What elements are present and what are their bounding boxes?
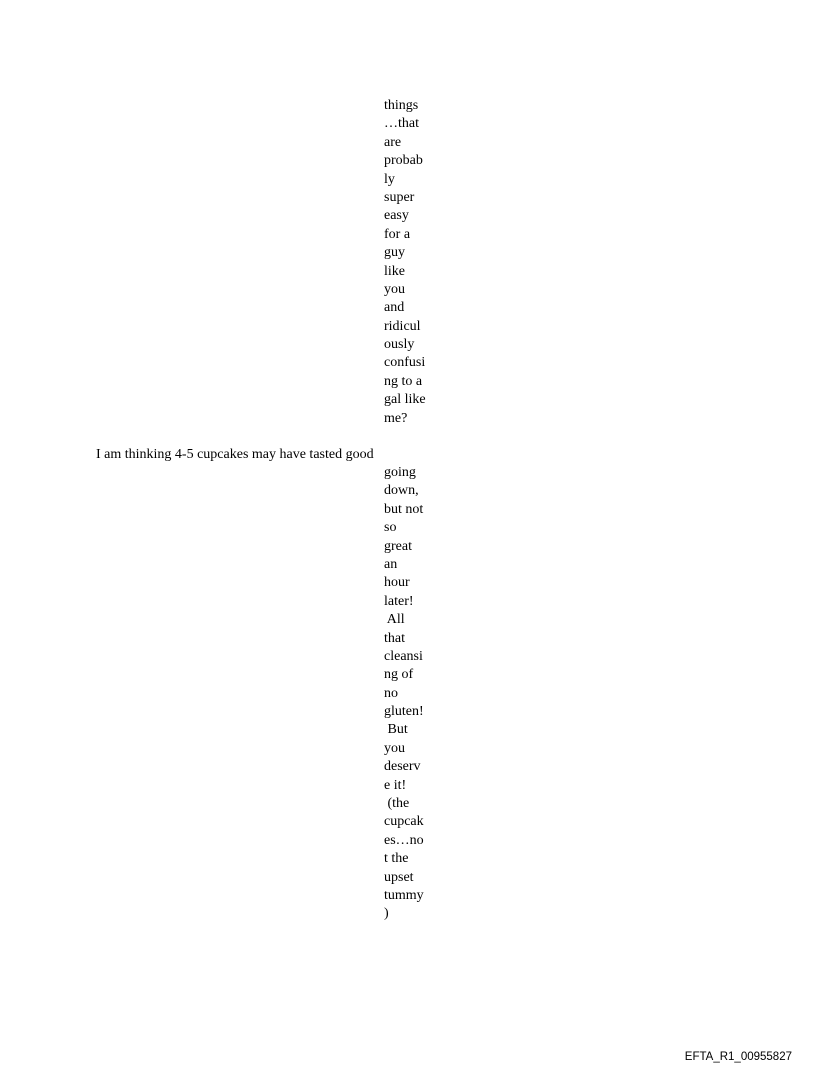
- body-text-line: I am thinking 4-5 cupcakes may have tasted good: [96, 447, 374, 462]
- text-line: for a: [384, 226, 411, 242]
- text-line: and: [384, 300, 405, 316]
- text-line: guy: [384, 245, 405, 261]
- text-line: so: [384, 520, 397, 536]
- text-line: things: [384, 98, 419, 113]
- text-line: upset: [384, 869, 414, 885]
- text-line: e it!: [384, 777, 407, 793]
- text-line: like: [384, 263, 405, 279]
- text-line: ): [384, 906, 389, 922]
- text-line: …that: [384, 116, 419, 132]
- text-line: tummy: [384, 887, 424, 903]
- text-line: ridicul: [384, 318, 421, 334]
- text-line: going: [384, 465, 416, 480]
- text-line: confusi: [384, 355, 426, 371]
- text-column-block-2: [384, 464, 440, 924]
- text-line: no: [384, 685, 398, 701]
- text-line: But: [384, 722, 408, 738]
- text-line: probab: [384, 153, 423, 169]
- text-line: you: [384, 740, 405, 756]
- text-line: you: [384, 281, 405, 297]
- text-line: deserv: [384, 759, 421, 775]
- text-line: t the: [384, 851, 409, 867]
- text-line: down,: [384, 483, 419, 499]
- text-line: cleansi: [384, 648, 423, 664]
- text-line: gluten!: [384, 704, 424, 720]
- text-line: ously: [384, 337, 415, 353]
- text-line: es…no: [384, 832, 424, 848]
- text-line: ng of: [384, 667, 414, 683]
- text-line: great: [384, 538, 412, 554]
- text-line: that: [384, 630, 405, 646]
- text-line: gal like: [384, 392, 426, 408]
- document-id-footer: EFTA_R1_00955827: [684, 1051, 792, 1063]
- text-line: ng to a: [384, 373, 423, 389]
- text-line: me?: [384, 410, 408, 426]
- text-line: an: [384, 556, 398, 572]
- text-line: ly: [384, 171, 395, 187]
- text-line: All: [384, 612, 405, 628]
- text-line: but not: [384, 501, 424, 517]
- text-line: cupcak: [384, 814, 424, 830]
- text-line: hour: [384, 575, 410, 591]
- text-column-block-1: [384, 97, 440, 428]
- text-line: later!: [384, 593, 414, 609]
- text-line: super: [384, 189, 415, 205]
- text-line: easy: [384, 208, 409, 224]
- text-line: (the: [384, 796, 410, 812]
- text-line: are: [384, 134, 402, 150]
